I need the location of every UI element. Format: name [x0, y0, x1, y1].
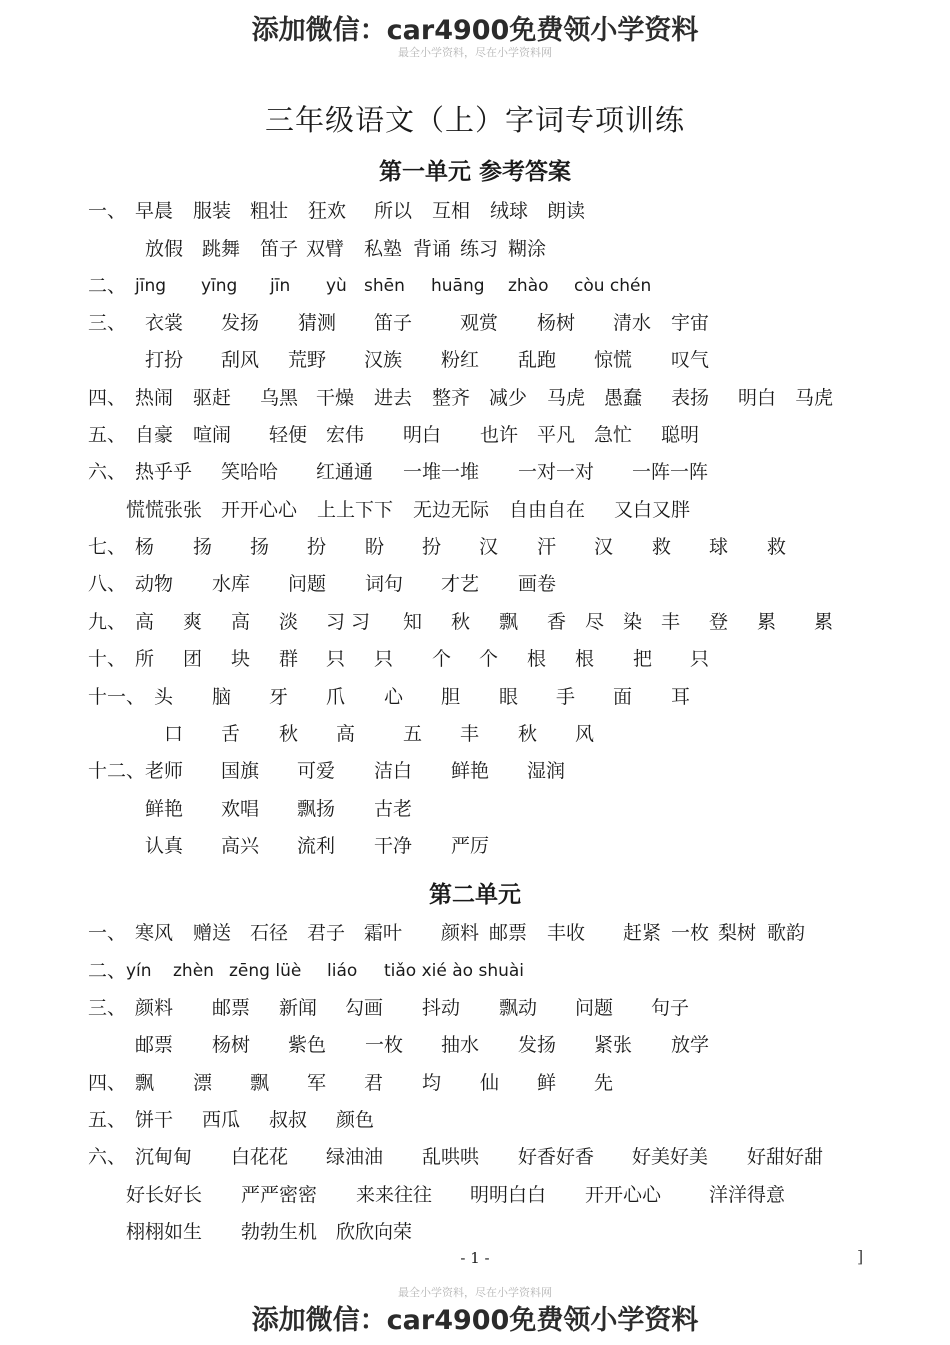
answer-word: 盼 [365, 536, 385, 558]
answer-word: 自豪 [135, 424, 174, 446]
answer-word: zhào [508, 276, 549, 296]
answer-word: 发扬 [221, 312, 260, 334]
answer-word: 丰 [460, 723, 480, 745]
answer-word: 练习 [460, 238, 499, 260]
answer-word: 寒风 [135, 922, 174, 944]
answer-word: 爽 [183, 611, 203, 633]
question-number: 一、 [88, 922, 127, 944]
faint-header-text: 最全小学资料，尽在小学资料网 [398, 46, 552, 59]
answer-word: 整齐 [432, 387, 471, 409]
answer-word: 邮票 [135, 1034, 174, 1056]
answer-word: 糊涂 [508, 238, 547, 260]
answer-word: 古老 [374, 798, 413, 820]
answer-word: 君子 [307, 922, 346, 944]
answer-word: 丰 [661, 611, 681, 633]
answer-word: 粉红 [441, 349, 480, 371]
answer-word: 开开心心 [585, 1184, 662, 1206]
unit1-row-15 [0, 721, 950, 747]
answer-word: 仙 [480, 1072, 500, 1094]
unit1-row-9 [0, 497, 950, 523]
answer-word: 饼干 [135, 1109, 174, 1131]
answer-word: 个 [432, 648, 452, 670]
answer-word: 只 [326, 648, 346, 670]
answer-word: 扬 [250, 536, 270, 558]
answer-word: 欢唱 [221, 798, 260, 820]
answer-word: 狂欢 [308, 200, 347, 222]
answer-word: 扬 [193, 536, 213, 558]
answer-word: 观赏 [460, 312, 499, 334]
answer-word: 紫色 [288, 1034, 327, 1056]
unit1-row-7 [0, 422, 950, 448]
answer-word: 私塾 [364, 238, 403, 260]
answer-word: 一对一对 [518, 461, 595, 483]
unit2-row-1 [0, 920, 950, 946]
unit1-row-14 [0, 684, 950, 710]
answer-word: 可爱 [297, 760, 336, 782]
answer-word: 脑 [212, 686, 232, 708]
answer-word: 只 [374, 648, 394, 670]
answer-word: 干燥 [316, 387, 355, 409]
answer-word: 问题 [288, 573, 327, 595]
answer-word: 救 [652, 536, 672, 558]
answer-word: 马虎 [547, 387, 586, 409]
question-number: 七、 [88, 536, 127, 558]
question-number: 六、 [88, 461, 127, 483]
answer-word: 叔叔 [269, 1109, 308, 1131]
faint-footer-text: 最全小学资料，尽在小学资料网 [398, 1286, 552, 1299]
answer-word: 把 [633, 648, 653, 670]
answer-word: 飘 [135, 1072, 155, 1094]
unit2-row-5 [0, 1070, 950, 1096]
unit1-row-11 [0, 571, 950, 597]
answer-word: 明明白白 [470, 1184, 547, 1206]
answer-word: 抽水 [441, 1034, 480, 1056]
answer-word: 乱哄哄 [422, 1146, 480, 1168]
answer-word: 减少 [489, 387, 528, 409]
answer-word: yù [326, 276, 347, 296]
answer-word: 扮 [422, 536, 442, 558]
answer-word: 习 习 [326, 611, 371, 633]
answer-word: 句子 [651, 997, 690, 1019]
answer-word: 叹气 [671, 349, 710, 371]
answer-word: 球 [709, 536, 729, 558]
answer-word: 明白 [738, 387, 777, 409]
unit1-row-3 [0, 273, 950, 299]
answer-word: 轻便 [269, 424, 308, 446]
answer-word: 杨树 [212, 1034, 251, 1056]
unit1-row-12 [0, 609, 950, 635]
answer-word: 自由自在 [509, 499, 586, 521]
answer-word: 洁白 [374, 760, 413, 782]
unit2-row-8 [0, 1182, 950, 1208]
question-number: 四、 [88, 1072, 127, 1094]
answer-word: 明白 [403, 424, 442, 446]
answer-word: tiǎo xié ào shuài [384, 961, 525, 981]
answer-word: 驱赶 [193, 387, 232, 409]
answer-word: 丰收 [547, 922, 586, 944]
answer-word: 放假 [145, 238, 184, 260]
answer-word: 热乎乎 [135, 461, 193, 483]
answer-word: 扮 [307, 536, 327, 558]
answer-word: 认真 [145, 835, 184, 857]
answer-word: 双臂 [306, 238, 345, 260]
answer-word: 邮票 [489, 922, 528, 944]
answer-word: 汗 [537, 536, 557, 558]
answer-word: 愚蠢 [604, 387, 643, 409]
answer-word: 老师 [145, 760, 184, 782]
answer-word: 勃勃生机 [241, 1221, 318, 1243]
answer-word: 新闻 [279, 997, 318, 1019]
page-number: - 1 - [460, 1249, 490, 1267]
answer-word: 高兴 [221, 835, 260, 857]
answer-word: 飘 [250, 1072, 270, 1094]
answer-word: 一堆一堆 [403, 461, 480, 483]
answer-word: 衣裳 [145, 312, 184, 334]
answer-word: 先 [594, 1072, 614, 1094]
answer-word: 宇宙 [671, 312, 710, 334]
answer-word: shēn [364, 276, 405, 296]
answer-word: 勾画 [345, 997, 384, 1019]
answer-word: 紧张 [594, 1034, 633, 1056]
answer-word: 又白又胖 [614, 499, 691, 521]
answer-word: 打扮 [145, 349, 184, 371]
answer-word: 好美好美 [632, 1146, 709, 1168]
answer-word: 动物 [135, 573, 174, 595]
unit1-row-16 [0, 758, 950, 784]
answer-word: 词句 [365, 573, 404, 595]
answer-word: 鲜艳 [145, 798, 184, 820]
answer-word: 绒球 [490, 200, 529, 222]
question-number: 六、 [88, 1146, 127, 1168]
answer-word: 风 [575, 723, 595, 745]
unit1-row-13 [0, 646, 950, 672]
answer-word: 乱跑 [518, 349, 557, 371]
answer-word: 粗壮 [250, 200, 289, 222]
answer-word: 严严密密 [241, 1184, 318, 1206]
unit1-row-10 [0, 534, 950, 560]
unit1-row-17 [0, 796, 950, 822]
answer-word: 知 [403, 611, 423, 633]
answer-word: 一枚 [365, 1034, 404, 1056]
unit1-row-8 [0, 459, 950, 485]
answer-word: 高 [231, 611, 251, 633]
answer-word: 放学 [671, 1034, 710, 1056]
question-number: 九、 [88, 611, 127, 633]
answer-word: 严厉 [451, 835, 490, 857]
answer-word: 服装 [193, 200, 232, 222]
answer-word: 才艺 [441, 573, 480, 595]
answer-word: 发扬 [518, 1034, 557, 1056]
unit2-heading: 第二单元 [429, 881, 521, 908]
answer-word: 马虎 [795, 387, 834, 409]
answer-word: 心 [384, 686, 404, 708]
answer-word: 开开心心 [221, 499, 298, 521]
answer-word: 根 [575, 648, 595, 670]
answer-word: huāng [431, 276, 485, 296]
question-number: 三、 [88, 997, 127, 1019]
question-number: 一、 [88, 200, 127, 222]
answer-word: 群 [279, 648, 299, 670]
answer-word: 累 [814, 611, 834, 633]
question-number: 十一、 [88, 686, 146, 708]
answer-word: 红通通 [316, 461, 374, 483]
answer-word: 飘 [499, 611, 519, 633]
answer-word: 香 [547, 611, 567, 633]
unit2-row-9 [0, 1219, 950, 1245]
unit2-row-4 [0, 1032, 950, 1058]
document-title: 三年级语文（上）字词专项训练 [264, 103, 685, 137]
answer-word: 救 [767, 536, 787, 558]
answer-word: 乌黑 [260, 387, 299, 409]
answer-word: 颜色 [336, 1109, 375, 1131]
answer-word: 舌 [221, 723, 241, 745]
answer-word: 根 [527, 648, 547, 670]
answer-word: 染 [623, 611, 643, 633]
answer-word: 眼 [499, 686, 519, 708]
answer-word: 汉 [479, 536, 499, 558]
answer-word: 刮风 [221, 349, 260, 371]
answer-word: 来来往往 [356, 1184, 433, 1206]
answer-word: 五 [403, 723, 423, 745]
answer-word: 一枚 [671, 922, 710, 944]
answer-word: 笛子 [260, 238, 299, 260]
answer-word: 面 [613, 686, 633, 708]
answer-word: 西瓜 [202, 1109, 241, 1131]
answer-word: 秋 [279, 723, 299, 745]
answer-word: 无边无际 [413, 499, 490, 521]
answer-word: 进去 [374, 387, 413, 409]
answer-word: 水库 [212, 573, 251, 595]
answer-word: 背诵 [413, 238, 452, 260]
answer-word: 洋洋得意 [709, 1184, 786, 1206]
answer-word: 高 [135, 611, 155, 633]
answer-word: 只 [690, 648, 710, 670]
answer-word: 均 [422, 1072, 442, 1094]
answer-word: 表扬 [671, 387, 710, 409]
answer-word: 邮票 [212, 997, 251, 1019]
answer-word: 个 [479, 648, 499, 670]
answer-word: 赠送 [193, 922, 232, 944]
answer-word: 干净 [374, 835, 413, 857]
answer-word: 石径 [250, 922, 289, 944]
answer-word: 口 [164, 723, 184, 745]
unit2-row-3 [0, 995, 950, 1021]
answer-word: 跳舞 [202, 238, 241, 260]
answer-word: 登 [709, 611, 729, 633]
answer-word: 爪 [326, 686, 346, 708]
answer-word: zēng lüè [229, 961, 302, 981]
answer-word: 热闹 [135, 387, 174, 409]
answer-word: 汉 [594, 536, 614, 558]
answer-word: 荒野 [288, 349, 327, 371]
answer-word: 清水 [613, 312, 652, 334]
unit1-row-18 [0, 833, 950, 859]
answer-word: 聪明 [661, 424, 700, 446]
answer-word: 宏伟 [326, 424, 365, 446]
answer-word: 国旗 [221, 760, 260, 782]
answer-word: 歌韵 [767, 922, 806, 944]
answer-word: 淡 [279, 611, 299, 633]
answer-word: 尽 [585, 611, 605, 633]
answer-word: 好香好香 [518, 1146, 595, 1168]
answer-word: 慌慌张张 [126, 499, 203, 521]
answer-word: zhèn [173, 961, 214, 981]
question-number: 四、 [88, 387, 127, 409]
answer-word: 笛子 [374, 312, 413, 334]
answer-word: 抖动 [422, 997, 461, 1019]
answer-word: 胆 [441, 686, 461, 708]
answer-word: 欣欣向荣 [336, 1221, 413, 1243]
answer-word: 猜测 [298, 312, 337, 334]
answer-word: 梨树 [718, 922, 757, 944]
answer-word: 急忙 [594, 424, 633, 446]
unit1-row-5 [0, 347, 950, 373]
answer-word: liáo [327, 961, 358, 981]
answer-word: 栩栩如生 [126, 1221, 203, 1243]
answer-word: yīng [201, 276, 238, 296]
answer-word: 所以 [374, 200, 413, 222]
answer-word: 鲜艳 [451, 760, 490, 782]
answer-word: 累 [757, 611, 777, 633]
answer-word: 高 [336, 723, 356, 745]
answer-word: 好甜好甜 [747, 1146, 824, 1168]
question-number: 十二、 [88, 760, 146, 782]
wechat-banner-bottom: 添加微信：car4900免费领小学资料 [251, 1305, 699, 1336]
answer-word: 喧闹 [193, 424, 232, 446]
unit1-row-6 [0, 385, 950, 411]
unit1-row-2 [0, 236, 950, 262]
answer-word: 霜叶 [364, 922, 403, 944]
answer-word: 块 [231, 648, 251, 670]
answer-word: 所 [135, 648, 155, 670]
question-number: 十、 [88, 648, 127, 670]
answer-word: 朗读 [547, 200, 586, 222]
answer-word: 也许 [480, 424, 519, 446]
answer-word: 湿润 [527, 760, 566, 782]
answer-word: 互相 [432, 200, 471, 222]
question-number: 二、 [88, 960, 127, 982]
unit2-row-2 [0, 958, 950, 984]
answer-word: 笑哈哈 [221, 461, 279, 483]
answer-word: 绿油油 [326, 1146, 384, 1168]
answer-word: 好长好长 [126, 1184, 203, 1206]
answer-word: 平凡 [537, 424, 576, 446]
answer-word: 赶紧 [623, 922, 662, 944]
answer-word: 画卷 [518, 573, 557, 595]
answer-word: 白花花 [231, 1146, 289, 1168]
answer-word: còu chén [574, 276, 652, 296]
question-number: 二、 [88, 275, 127, 297]
answer-word: 杨 [135, 536, 155, 558]
answer-word: 早晨 [135, 200, 174, 222]
unit1-row-4 [0, 310, 950, 336]
answer-word: 头 [154, 686, 174, 708]
answer-word: 流利 [297, 835, 336, 857]
answer-word: 飘扬 [297, 798, 336, 820]
answer-word: jīng [135, 276, 167, 296]
question-number: 五、 [88, 1109, 127, 1131]
answer-word: 秋 [451, 611, 471, 633]
answer-word: 汉族 [364, 349, 403, 371]
answer-word: 鲜 [537, 1072, 557, 1094]
answer-word: 耳 [671, 686, 691, 708]
answer-word: 手 [556, 686, 576, 708]
answer-word: 上上下下 [317, 499, 394, 521]
answer-word: 飘动 [499, 997, 538, 1019]
unit1-heading: 第一单元 参考答案 [378, 158, 571, 185]
answer-word: jīn [270, 276, 291, 296]
answer-word: 杨树 [537, 312, 576, 334]
wechat-banner-top: 添加微信：car4900免费领小学资料 [251, 15, 699, 46]
answer-word: 惊慌 [594, 349, 633, 371]
answer-word: 漂 [193, 1072, 213, 1094]
answer-word: 一阵一阵 [632, 461, 709, 483]
question-number: 八、 [88, 573, 127, 595]
question-number: 三、 [88, 312, 127, 334]
answer-word: 颜料 [441, 922, 480, 944]
question-number: 五、 [88, 424, 127, 446]
answer-word: 问题 [575, 997, 614, 1019]
answer-word: 沉甸甸 [135, 1146, 193, 1168]
answer-word: 颜料 [135, 997, 174, 1019]
answer-word: 君 [364, 1072, 384, 1094]
unit2-row-6 [0, 1107, 950, 1133]
unit1-row-1 [0, 198, 950, 224]
answer-word: 团 [183, 648, 203, 670]
answer-word: 军 [307, 1072, 327, 1094]
edge-mark: ] [857, 1247, 864, 1266]
answer-word: 秋 [518, 723, 538, 745]
answer-word: 牙 [269, 686, 289, 708]
unit2-row-7 [0, 1144, 950, 1170]
answer-word: yín [126, 961, 152, 981]
